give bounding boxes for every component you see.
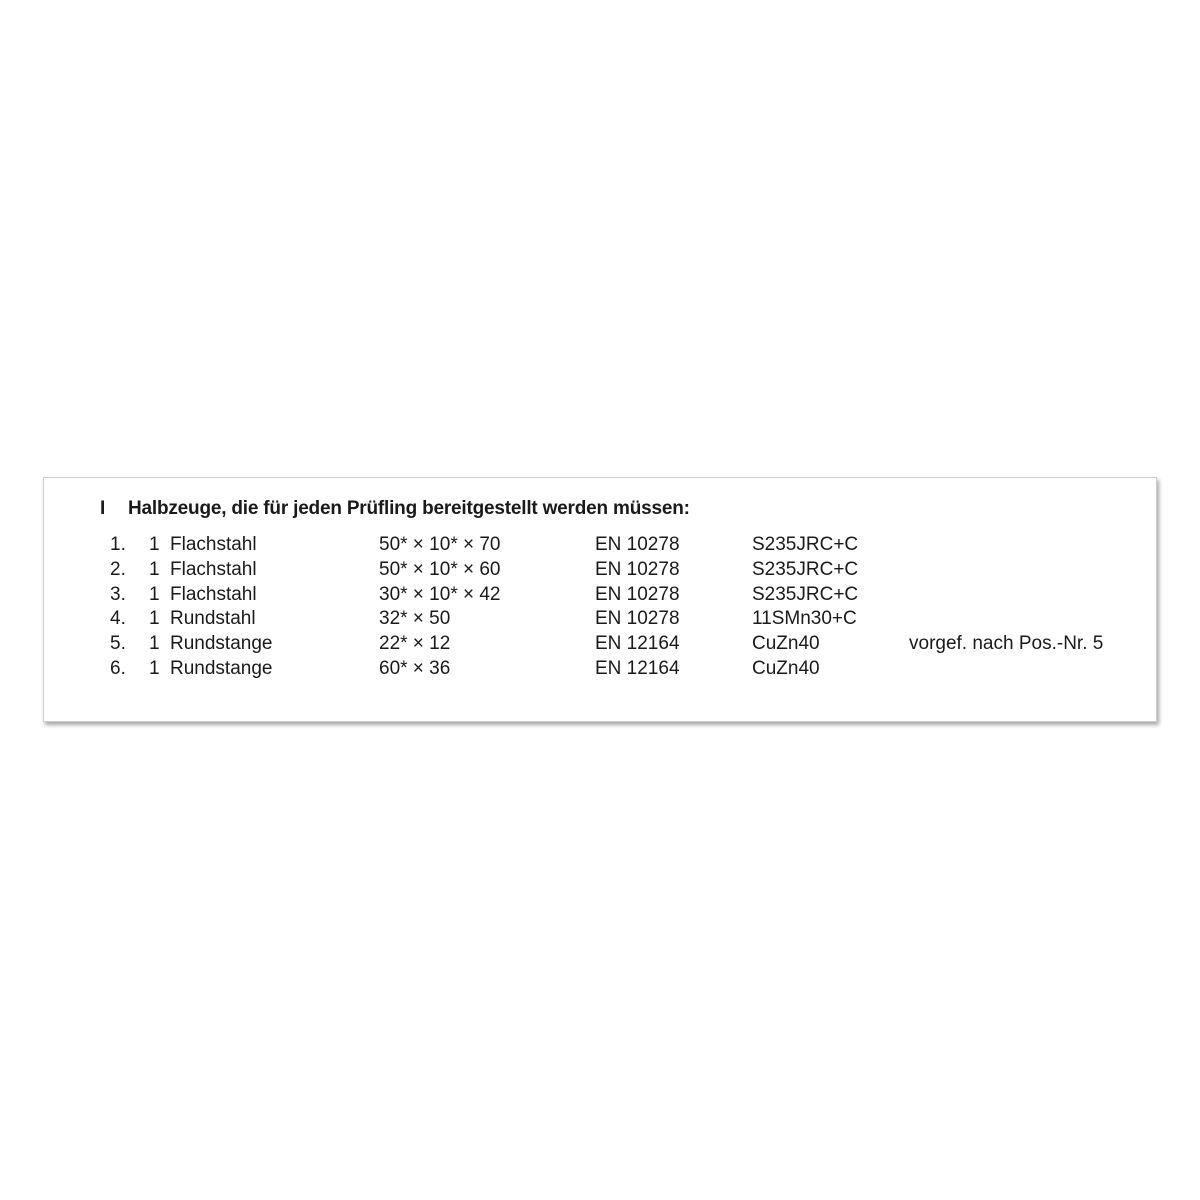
item-quantity: 1 <box>149 608 160 630</box>
materials-panel <box>43 477 1157 722</box>
item-quantity: 1 <box>149 583 160 605</box>
item-material: CuZn40 <box>752 657 820 679</box>
item-dimensions: 50* × 10* × 70 <box>379 534 501 555</box>
item-number: 1. <box>110 534 126 555</box>
list-item <box>44 657 1156 682</box>
item-material: S235JRC+C <box>752 558 859 580</box>
list-item <box>44 558 1156 583</box>
item-standard: EN 10278 <box>595 608 680 630</box>
item-standard: EN 12164 <box>595 657 680 679</box>
item-dimensions: 22* × 12 <box>379 633 451 655</box>
section-heading <box>100 498 690 520</box>
item-name: Flachstahl <box>170 558 257 580</box>
item-dimensions: 60* × 36 <box>379 657 451 679</box>
item-number: 4. <box>110 608 126 630</box>
item-number: 3. <box>110 583 126 605</box>
item-standard: EN 12164 <box>595 633 680 655</box>
item-material: 11SMn30+C <box>752 608 857 630</box>
list-item <box>44 632 1156 657</box>
item-material: S235JRC+C <box>752 534 859 555</box>
item-number: 5. <box>110 633 126 655</box>
item-material: S235JRC+C <box>752 583 859 605</box>
section-marker: I <box>100 498 106 519</box>
item-dimensions: 50* × 10* × 60 <box>379 558 501 580</box>
item-note: vorgef. nach Pos.-Nr. 5 <box>909 633 1104 655</box>
item-number: 2. <box>110 558 126 580</box>
item-quantity: 1 <box>149 534 160 555</box>
item-standard: EN 10278 <box>595 534 680 555</box>
item-standard: EN 10278 <box>595 583 680 605</box>
materials-list <box>44 533 1156 682</box>
item-standard: EN 10278 <box>595 558 680 580</box>
item-quantity: 1 <box>149 558 160 580</box>
item-name: Flachstahl <box>170 583 257 605</box>
item-name: Rundstange <box>170 633 273 655</box>
section-title: Halbzeuge, die für jeden Prüfling bereitgestellt werden müssen: <box>128 498 690 519</box>
item-quantity: 1 <box>149 657 160 679</box>
item-name: Flachstahl <box>170 534 257 555</box>
item-name: Rundstahl <box>170 608 256 630</box>
list-item <box>44 607 1156 632</box>
item-name: Rundstange <box>170 657 273 679</box>
list-item <box>44 533 1156 558</box>
item-number: 6. <box>110 657 126 679</box>
list-item <box>44 583 1156 608</box>
item-dimensions: 32* × 50 <box>379 608 451 630</box>
item-quantity: 1 <box>149 633 160 655</box>
item-dimensions: 30* × 10* × 42 <box>379 583 501 605</box>
item-material: CuZn40 <box>752 633 820 655</box>
